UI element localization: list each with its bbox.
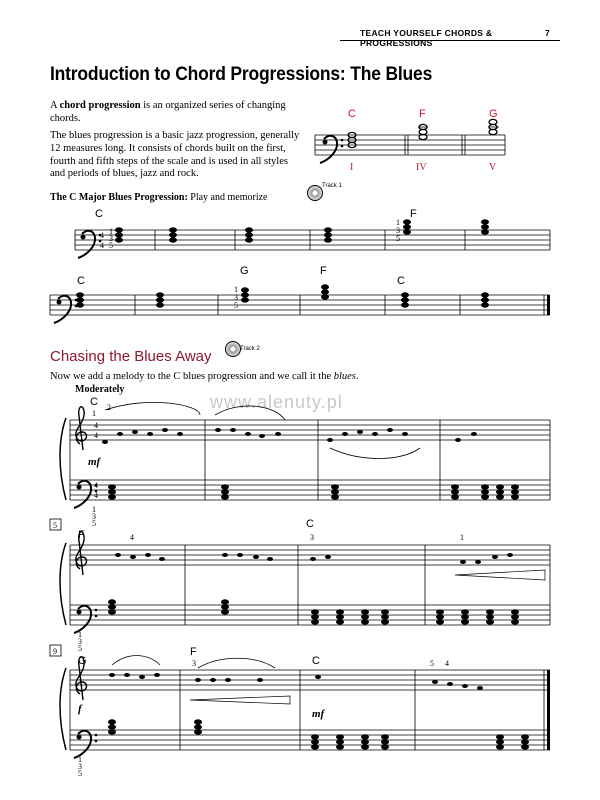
chord-symbol: G [240,265,249,277]
svg-text:4: 4 [100,241,104,250]
chart-chord-g: G [489,108,498,120]
page-number: 7 [544,28,550,38]
svg-text:1: 1 [460,533,464,542]
svg-text:4: 4 [100,231,104,240]
svg-text:1: 1 [109,227,113,236]
svg-text:5: 5 [78,644,82,653]
track-2-label: Track 2 [240,346,260,352]
dynamic-mf: mf [312,708,325,720]
svg-text:1: 1 [234,285,238,294]
svg-text:3: 3 [234,293,238,302]
chord-symbol: C [77,275,85,287]
svg-text:5: 5 [430,659,434,668]
svg-text:4: 4 [94,491,98,500]
svg-text:5: 5 [396,234,400,243]
progression-row-2 [50,265,550,323]
svg-text:4: 4 [94,421,98,430]
svg-text:5: 5 [78,769,82,778]
chord-symbol: F [78,529,85,541]
song-system-2 [50,518,550,653]
svg-text:4: 4 [94,431,98,440]
svg-text:5: 5 [109,241,113,250]
dynamic-mf: mf [88,456,101,468]
paragraph-definition: A chord progression is an organized series of changing chords. [50,100,286,124]
measure-number: 9 [53,647,57,656]
svg-text:1: 1 [78,755,82,764]
paragraph-blues: The blues progression is a basic jazz progression, generally 12 measures long. It consists of chords built on the first, fourth and fifth steps of the scale and is used in all styles and periods of blues, jazz and rock. [50,130,300,180]
svg-text:4: 4 [130,533,134,542]
svg-text:1: 1 [92,505,96,514]
song-system-1 [60,396,550,528]
svg-text:5: 5 [92,519,96,528]
chord-symbol: C [95,208,103,220]
svg-text:3: 3 [396,226,400,235]
dynamic-f: f [78,703,82,715]
svg-text:1: 1 [396,218,400,227]
progression-heading: The C Major Blues Progression: Play and memorize [50,192,268,203]
track-1-label: Track 1 [322,183,342,189]
chord-symbol: C [90,396,98,408]
chart-chord-c: C [348,108,356,120]
chart-chord-f: F [419,108,426,120]
chord-symbol: F [320,265,327,277]
svg-text:1: 1 [92,409,96,418]
tempo-marking: Moderately [75,384,125,395]
song-system-3 [50,645,550,778]
chord-symbol: F [410,208,417,220]
measure-number: 5 [53,521,57,530]
svg-text:2: 2 [107,403,111,412]
term-chord-progression: chord progression [59,100,141,111]
svg-text:4: 4 [445,659,449,668]
numeral-iv: IV [416,162,427,173]
svg-text:3: 3 [78,637,82,646]
svg-text:3: 3 [109,234,113,243]
running-title: TEACH YOURSELF CHORDS & PROGRESSIONS [360,28,493,48]
chord-symbol: C [306,518,314,530]
svg-text:5: 5 [234,301,238,310]
song-intro: Now we add a melody to the C blues progression and we call it the blues. [50,371,359,382]
watermark: www.alenuty.pl [210,392,343,412]
svg-text:3: 3 [92,512,96,521]
svg-text:3: 3 [192,659,196,668]
chord-chart [315,108,505,173]
numeral-i: I [350,162,354,173]
svg-text:1: 1 [78,630,82,639]
svg-text:3: 3 [78,762,82,771]
numeral-v: V [489,162,497,173]
chord-symbol: G [78,655,87,667]
chord-symbol: F [190,646,197,658]
chord-symbol: C [397,275,405,287]
page-title: Introduction to Chord Progressions: The Blues [50,64,433,85]
svg-text:4: 4 [94,481,98,490]
song-title: Chasing the Blues Away [50,348,212,365]
chord-symbol: C [312,655,320,667]
progression-row-1 [75,208,550,258]
svg-text:3: 3 [310,533,314,542]
